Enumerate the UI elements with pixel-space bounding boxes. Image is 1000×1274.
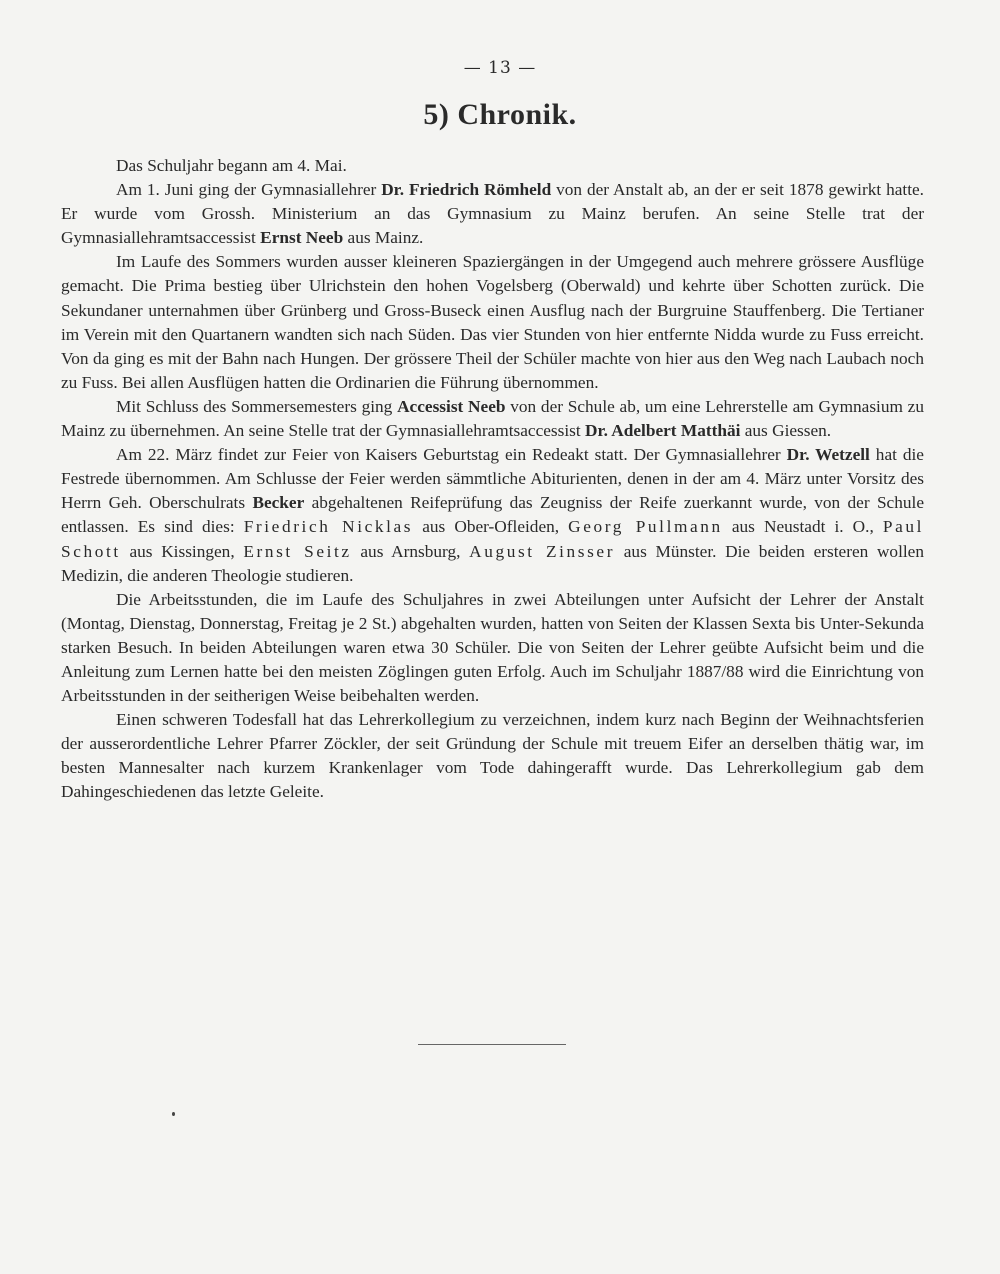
graduate-name: Ernst Seitz [243, 541, 352, 561]
body-text [61, 154, 924, 805]
text-run: aus Arnsburg, [351, 541, 470, 561]
paragraph-6: Die Arbeitsstunden, die im Laufe des Schuljahres in zwei Abteilungen unter Aufsicht der Lehrer der Anstalt (Montag, Dienstag, Donnerstag, Freitag je 2 St.) abgehalten wurden, hatten von Seiten der Klassen Sexta bis Unter-Sekunda starken Besuch. In beiden Abteilungen waren etwa 30 Schüler. Die von Seiten der Lehrer geübte Aufsicht beim und die Anleitung zum Lernen hatte bei den meisten Zöglingen guten Erfolg. Auch im Schuljahr 1887/88 wird die Einrichtung von Arbeitsstunden in der seitherigen Weise beibehalten werden. [61, 589, 924, 706]
text-run: aus Neustadt i. O., [722, 517, 883, 537]
paragraph-1: Das Schuljahr begann am 4. Mai. [116, 156, 347, 175]
paragraph-3: Im Laufe des Sommers wurden ausser kleineren Spaziergängen in der Umgegend auch mehrere grössere Ausflüge gemacht. Die Prima bestieg über Ulrichstein den hohen Vogelsberg (Oberwald) und kehrte über Schotten zurück. Die Sekundaner unternahmen über Grünberg und Gross-Buseck einen Ausflug nach der Burgruine Stauffenberg. Die Tertianer im Verein mit den Quartanern wandten sich nach Süden. Das vier Stunden von hier entfernte Nidda wurde zu Fuss erreicht. Von da ging es mit der Bahn nach Hungen. Der grössere Theil der Schüler machte von hier aus den Weg nach Laubach noch zu Fuss. Bei allen Ausflügen hatten die Ordinarien die Führung übernommen. [61, 252, 924, 392]
text-run: aus Kissingen, [120, 541, 244, 561]
text-run: hat die Festrede übernommen. Am Schlusse der Feier werden sämmtliche Abiturienten, denen in der am 4. März unter Vorsitz des Herrn Geh. Oberschulrats [61, 445, 924, 513]
text-run: Am 1. Juni ging der Gymnasiallehrer [116, 180, 382, 200]
paragraph-4 [61, 395, 924, 443]
paragraph-2 [61, 178, 924, 250]
text-run: aus Ober-Ofleiden, [413, 517, 569, 537]
text-run: aus Mainz. [343, 228, 424, 248]
page-number: — 13 — [463, 58, 537, 78]
paragraph-5 [61, 443, 924, 588]
text-run: von der Anstalt ab, an der er seit 1878 gewirkt hatte. Er wurde vom Grossh. Ministerium an das Gymnasium zu Mainz berufen. An seine Stelle trat der Gymnasiallehramtsaccessist [61, 180, 924, 248]
person-name: Dr. Friedrich Römheld [381, 180, 552, 200]
text-run: Am 22. März findet zur Feier von Kaisers Geburtstag ein Redeakt statt. Der Gymnasiallehrer [116, 445, 787, 465]
graduate-name: Friedrich Nicklas [243, 517, 414, 537]
text-run: abgehaltenen Reifeprüfung das Zeugniss der Reife zuerkannt wurde, von der Schule entlassen. Es sind dies: [61, 493, 924, 537]
paragraph-7: Einen schweren Todesfall hat das Lehrerkollegium zu verzeichnen, indem kurz nach Beginn der Weihnachtsferien der ausserordentliche Lehrer Pfarrer Zöckler, der seit Gründung der Schule mit treuem Eifer an derselben thätig war, im besten Mannesalter nach kurzem Krankenlager vom Tode dahingerafft wurde. Das Lehrerkollegium gab dem Dahingeschiedenen das letzte Geleite. [61, 710, 924, 802]
person-name: Ernst Neeb [260, 228, 344, 248]
closing-rule [418, 1044, 566, 1045]
text-run: Mit Schluss des Sommersemesters ging [116, 396, 398, 416]
text-run: aus Münster. Die beiden ersteren wollen Medizin, die anderen Theologie studieren. [61, 541, 924, 585]
ink-speck [172, 1112, 175, 1116]
graduate-name: August Zinsser [469, 541, 616, 561]
person-name: Becker [252, 493, 305, 513]
text-run: von der Schule ab, um eine Lehrerstelle am Gymnasium zu Mainz zu übernehmen. An seine Stelle trat der Gymnasiallehramtsaccessist [61, 396, 924, 441]
graduate-name: Paul Schott [61, 517, 925, 561]
person-name: Dr. Wetzell [786, 445, 870, 465]
section-heading: 5) Chronik. [423, 98, 577, 131]
text-run: aus Giessen. [740, 421, 832, 441]
graduate-name: Georg Pullmann [568, 517, 723, 537]
person-name: Dr. Adelbert Matthäi [585, 421, 741, 441]
person-name: Accessist Neeb [397, 396, 506, 416]
